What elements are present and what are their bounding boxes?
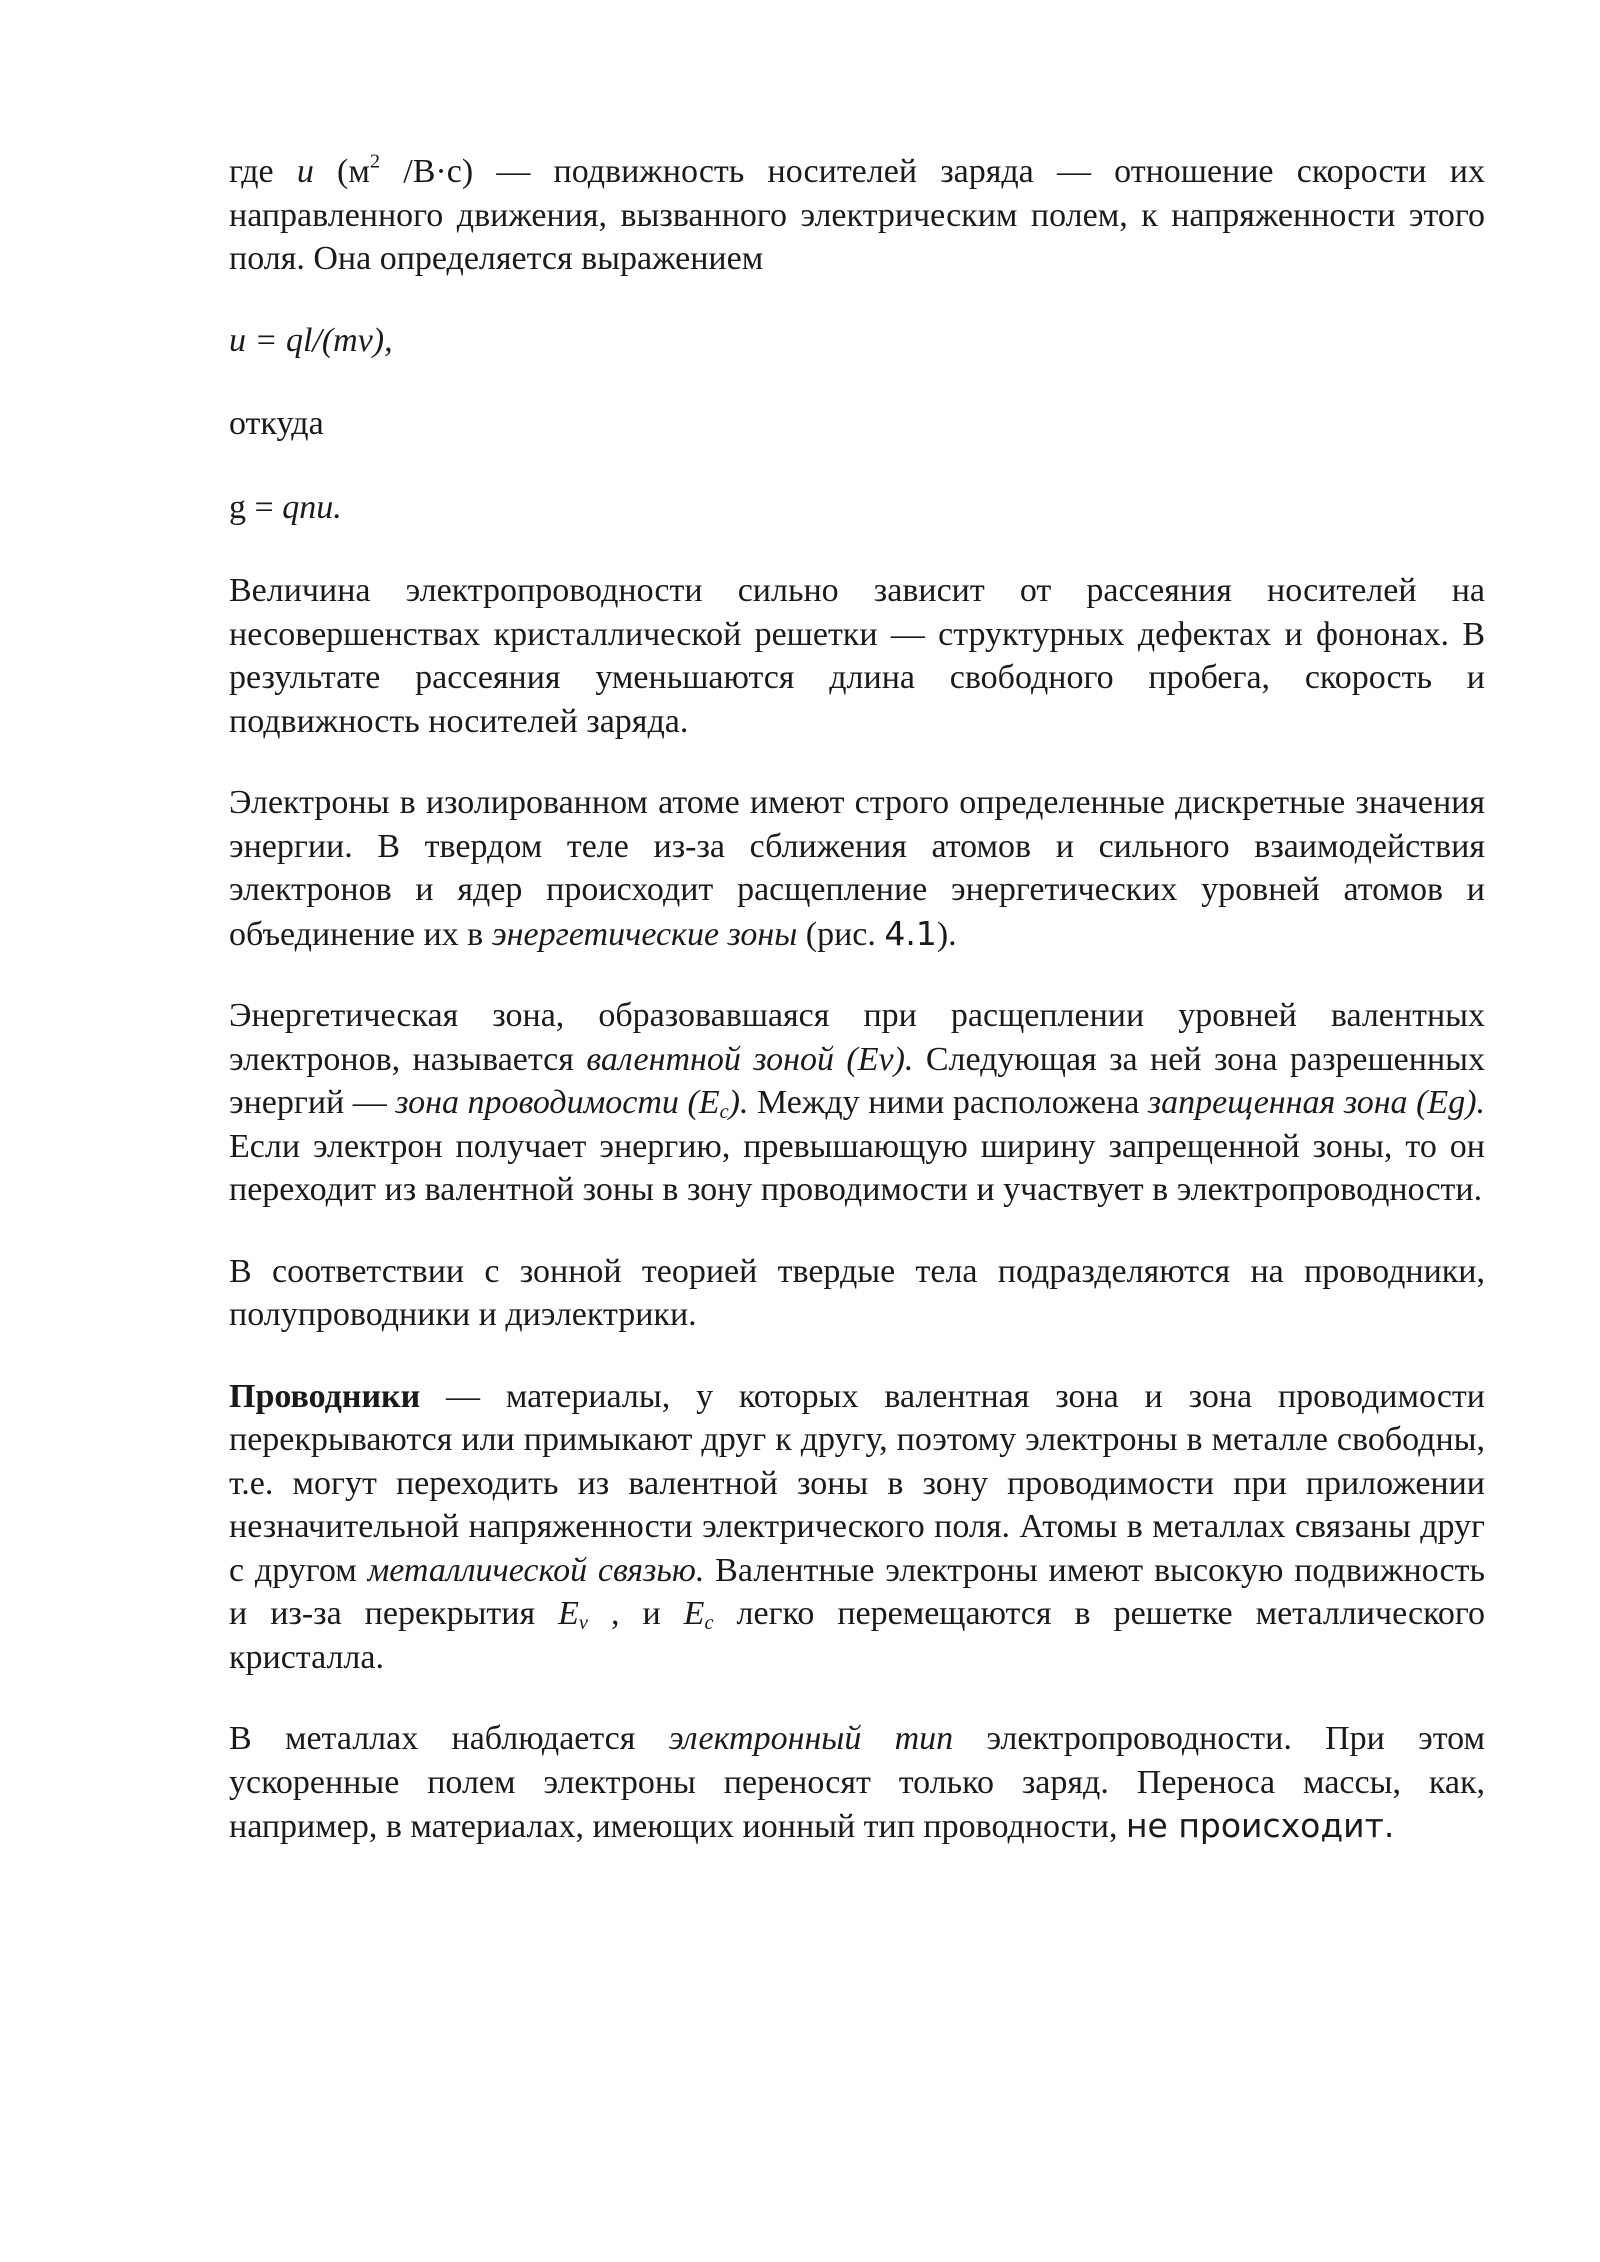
word-otkuda: откуда [229, 405, 324, 442]
document-page [229, 150, 1485, 1887]
term-forbidden-zone: запрещенная зона (Eg). [1147, 1084, 1486, 1121]
term-electronic-type: электронный тип [668, 1720, 954, 1757]
term-energy-zones: энергетические зоны [491, 915, 798, 953]
paragraph-mobility: где u ($м^2$ /В·с) — подвижность носителей заряда — отношение скорости их направленного движения, вызванного электрическим полем, к напряженности этого поля. Она определяется выражением [229, 150, 1485, 277]
paragraph-classification: В соответствии с зонной теорией твердые тела подразделяются на проводники, полупроводники и диэлектрики. [229, 1252, 1485, 1333]
paragraph-valence-zone: Энергетическая зона, образовавшаяся при расщеплении уровней валентных электронов, называется валентной зоной (Ev). Следующая за ней зона разрешенных энергий — зона проводимости $(E_c)$. Между ними расположена запрещенная зона (Eg). Если электрон получает энергию, превышающую ширину запрещенной зоны, то он переходит из валентной зоны в зону проводимости и участвует в электропроводности. [229, 997, 1486, 1208]
paragraph-scattering: Величина электропроводности сильно зависит от рассеяния носителей на несовершенствах кристаллической решетки — структурных дефектах и фононах. В результате рассеяния уменьшаются длина свободного пробега, скорость и подвижность носителей заряда. [229, 572, 1485, 740]
paragraph-energy-zones: Электроны в изолированном атоме имеют строго определенные дискретные значения энергии. В твердом теле из-за сближения атомов и сильного взаимодействия электронов и ядер происходит расщепление энергетических уровней атомов и объединение их в энергетические зоны (рис. 4.1). [229, 784, 1485, 953]
paragraph-conductors: Проводники — материалы, у которых валентная зона и зона проводимости перекрываются или примыкают друг к другу, поэтому электроны в металле свободны, т.е. могут переходить из валентной зоны в зону проводимости при приложении незначительной напряженности электрического поля. Атомы в металлах связаны друг с другом металлической связью. Валентные электроны имеют высокую подвижность и из-за перекрытия $E_v$ , и $E_c$ легко перемещаются в решетке металлического кристалла. [229, 1377, 1485, 1676]
figure-reference: 4.1 [884, 913, 937, 953]
symbol-u: u [296, 153, 314, 190]
formula-conductivity: g = qnu. [229, 488, 342, 526]
superscript-2: 2 [369, 150, 381, 173]
paragraph-electronic-type: В металлах наблюдается электронный тип электропроводности. При этом ускоренные полем электроны переносят только заряд. Переноса массы, как, например, в материалах, имеющих ионный тип проводности, не происходит. [229, 1720, 1486, 1845]
term-conduction-zone: зона проводимости $(E_c)$. [395, 1084, 749, 1124]
term-conductors: Проводники [229, 1377, 421, 1415]
term-valence-zone: валентной зоной (Ev). [586, 1040, 914, 1078]
text-sans-ending: не происходит. [1125, 1806, 1395, 1845]
formula-mobility: u = ql/(mv), [229, 321, 393, 359]
term-metallic-bond: металлической связью. [367, 1551, 705, 1589]
symbol-ev: $E_v$ [558, 1595, 588, 1635]
symbol-ec: $E_c$ [683, 1595, 714, 1635]
